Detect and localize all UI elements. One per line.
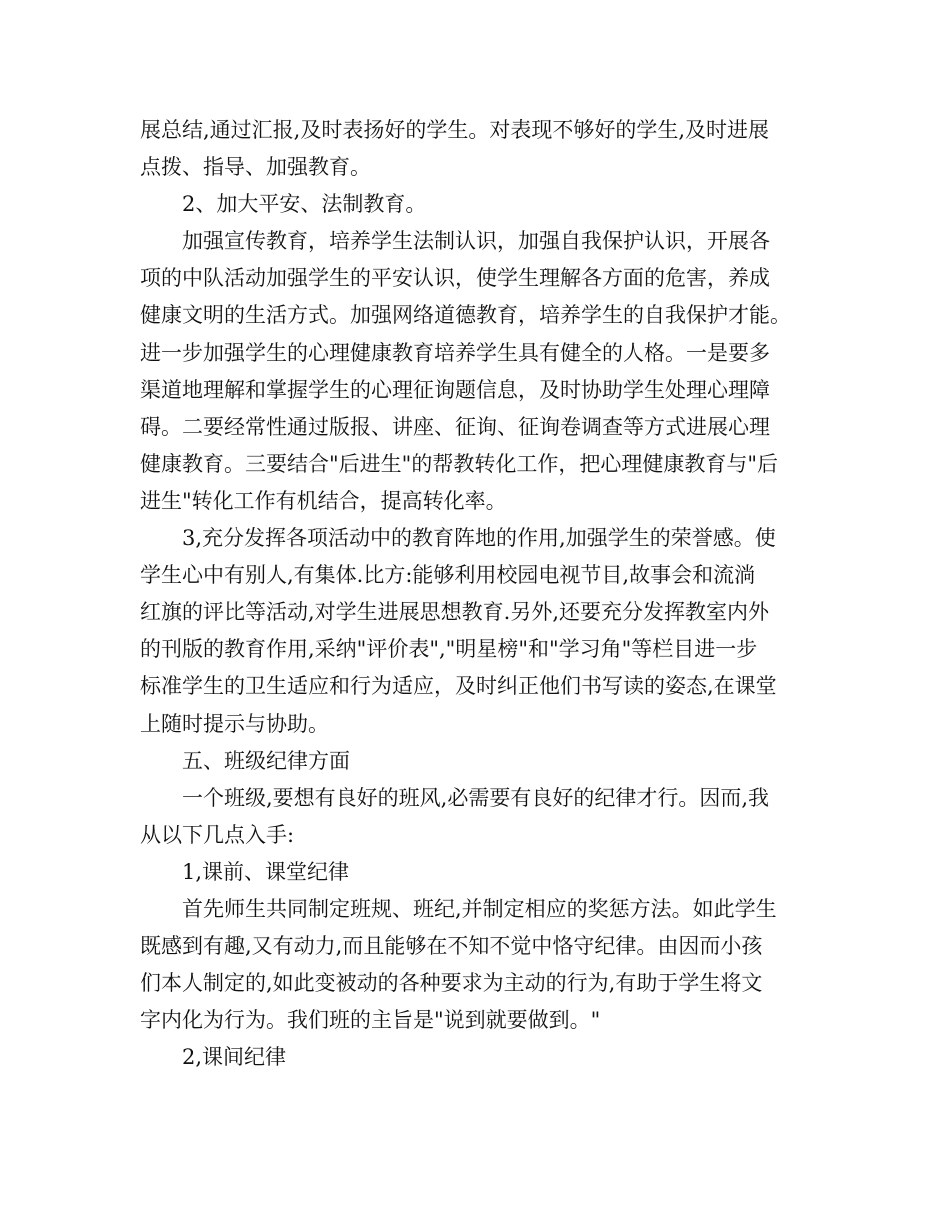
text-line: 健康文明的生活方式。加强网络道德教育，培养学生的自我保护才能。 bbox=[140, 303, 791, 328]
text-line: 学生心中有别人,有集体.比方:能够利用校园电视节目,故事会和流淌 bbox=[140, 563, 756, 588]
text-line: 碍。二要经常性通过版报、讲座、征询、征询卷调查等方式进展心理 bbox=[140, 414, 770, 439]
text-line: 进生"转化工作有机结合，提高转化率。 bbox=[140, 488, 507, 513]
section-heading: 五、班级纪律方面 bbox=[182, 748, 350, 773]
text-line: 健康教育。三要结合"后进生"的帮教转化工作，把心理健康教育与"后 bbox=[140, 451, 778, 476]
text-line: 项的中队活动加强学生的平安认识，使学生理解各方面的危害，养成 bbox=[140, 266, 770, 291]
list-heading: 1,课前、课堂纪律 bbox=[182, 859, 350, 884]
text-line: 上随时提示与协助。 bbox=[140, 711, 329, 736]
list-heading: 2、加大平安、法制教育。 bbox=[182, 192, 427, 217]
text-line: 一个班级,要想有良好的班风,必需要有良好的纪律才行。因而,我 bbox=[182, 785, 770, 810]
text-line: 展总结,通过汇报,及时表扬好的学生。对表现不够好的学生,及时进展 bbox=[140, 118, 770, 142]
text-line: 从以下几点入手: bbox=[140, 822, 295, 847]
document-body bbox=[140, 112, 830, 1076]
text-line: 首先师生共同制定班规、班纪,并制定相应的奖惩方法。如此学生 bbox=[182, 896, 777, 921]
text-line: 标准学生的卫生适应和行为适应，及时纠正他们书写读的姿态,在课堂 bbox=[140, 674, 777, 699]
list-heading: 2,课间纪律 bbox=[182, 1045, 287, 1070]
text-line: 的刊版的教育作用,采纳"评价表","明星榜"和"学习角"等栏目进一步 bbox=[140, 637, 758, 662]
text-line: 红旗的评比等活动,对学生进展思想教育.另外,还要充分发挥教室内外 bbox=[140, 600, 770, 625]
text-line: 进一步加强学生的心理健康教育培养学生具有健全的人格。一是要多 bbox=[140, 340, 770, 365]
text-line: 3,充分发挥各项活动中的教育阵地的作用,加强学生的荣誉感。使 bbox=[182, 526, 776, 551]
text-line: 加强宣传教育，培养学生法制认识，加强自我保护认识，开展各 bbox=[182, 229, 770, 254]
text-line: 字内化为行为。我们班的主旨是"说到就要做到。" bbox=[140, 1008, 601, 1033]
text-line: 点拨、指导、加强教育。 bbox=[140, 155, 371, 180]
text-line: 渠道地理解和掌握学生的心理征询题信息，及时协助学生处理心理障 bbox=[140, 377, 770, 402]
text-line: 们本人制定的,如此变被动的各种要求为主动的行为,有助于学生将文 bbox=[140, 971, 763, 996]
text-line: 既感到有趣,又有动力,而且能够在不知不觉中恪守纪律。由因而小孩 bbox=[140, 934, 763, 959]
